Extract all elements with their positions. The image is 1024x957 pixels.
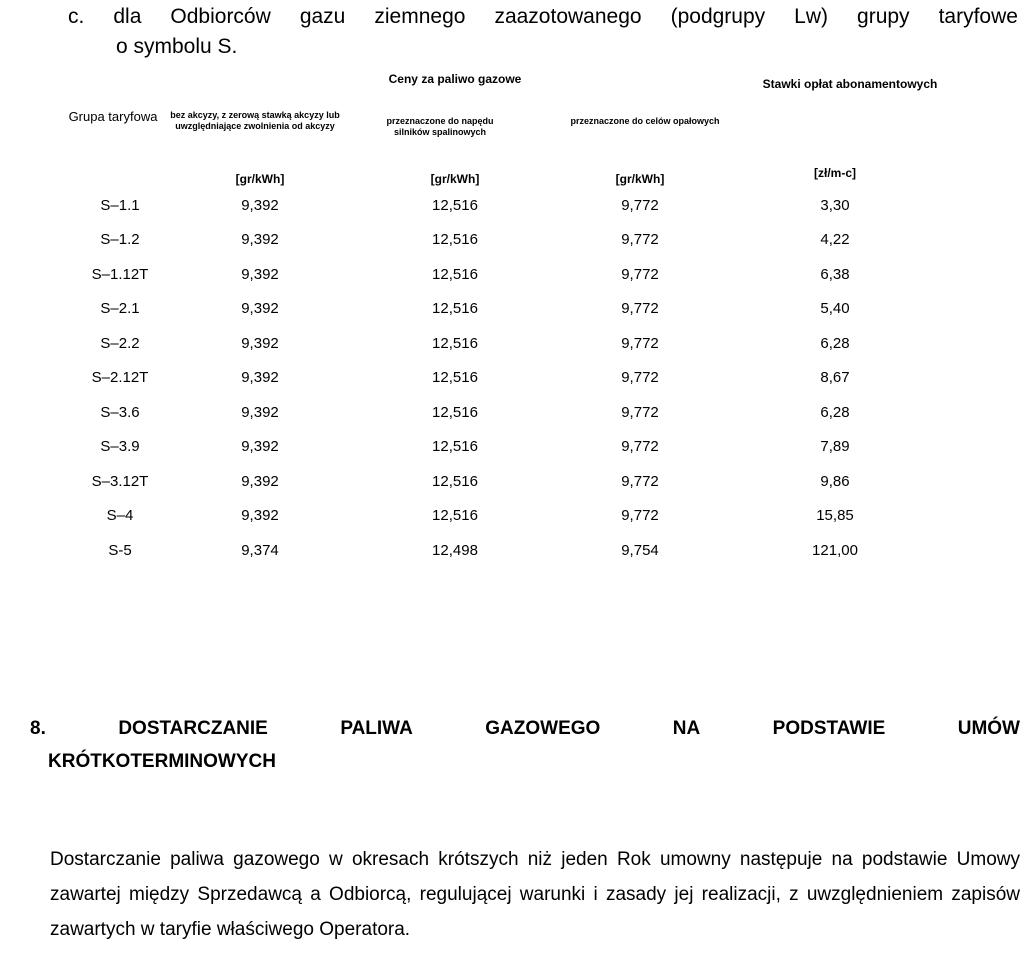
cell-engines: 12,516 [432, 404, 478, 421]
cell-fee: 6,28 [820, 335, 850, 352]
cell-group: S–3.9 [100, 438, 140, 455]
body-paragraph: Dostarczanie paliwa gazowego w okresach krótszych niż jeden Rok umowny następuje na podstawie Umowy zawartej między Sprzedawcą a Odbiorcą, regulującej warunki i zasady jej realizacji, z uwzględnieniem zapisów zawartych w taryfie właściwego Operatora. [50, 849, 1020, 940]
cell-fee: 121,00 [812, 542, 858, 559]
cell-no-excise: 9,392 [241, 473, 279, 490]
cell-group: S-5 [108, 542, 132, 559]
cell-fee: 7,89 [820, 438, 850, 455]
unit-no-excise: [gr/kWh] [235, 172, 285, 186]
table-row [0, 335, 1024, 369]
cell-engines: 12,516 [432, 507, 478, 524]
cell-no-excise: 9,392 [241, 507, 279, 524]
intro-line-2: o symbolu S. [116, 35, 238, 58]
cell-heating: 9,772 [621, 369, 659, 386]
cell-engines: 12,516 [432, 335, 478, 352]
cell-engines: 12,516 [432, 300, 478, 317]
cell-fee: 15,85 [816, 507, 854, 524]
cell-no-excise: 9,392 [241, 231, 279, 248]
table-row [0, 300, 1024, 334]
intro-line-1 [68, 2, 1018, 32]
cell-group: S–1.12T [91, 266, 149, 283]
cell-fee: 6,38 [820, 266, 850, 283]
table-row [0, 266, 1024, 300]
section-heading [30, 712, 1020, 778]
table-row [0, 473, 1024, 507]
cell-fee: 3,30 [820, 197, 850, 214]
cell-group: S–3.6 [100, 404, 140, 421]
cell-no-excise: 9,374 [241, 542, 279, 559]
header-fees: Stawki opłat abonamentowych [762, 77, 938, 91]
section-word: GAZOWEGO [485, 718, 601, 739]
cell-group: S–3.12T [91, 473, 149, 490]
section-word: NA [672, 718, 701, 739]
intro-word: ziemnego [374, 5, 466, 28]
cell-heating: 9,754 [621, 542, 659, 559]
intro-word: taryfowe [938, 5, 1018, 28]
intro-word: (podgrupy [670, 5, 766, 28]
cell-heating: 9,772 [621, 266, 659, 283]
cell-engines: 12,516 [432, 473, 478, 490]
intro-word: c. [68, 5, 85, 28]
intro-word: dla [113, 5, 142, 28]
intro-word: zaazotowanego [494, 5, 642, 28]
cell-no-excise: 9,392 [241, 369, 279, 386]
cell-fee: 6,28 [820, 404, 850, 421]
cell-engines: 12,516 [432, 197, 478, 214]
cell-no-excise: 9,392 [241, 335, 279, 352]
intro-word: grupy [857, 5, 910, 28]
cell-no-excise: 9,392 [241, 266, 279, 283]
cell-heating: 9,772 [621, 404, 659, 421]
intro-heading [68, 2, 1018, 62]
cell-engines: 12,516 [432, 369, 478, 386]
subheader-engines: przeznaczone do napędu silników spalinowych [386, 116, 494, 137]
header-group-label: Grupa taryfowa [68, 109, 158, 124]
cell-heating: 9,772 [621, 335, 659, 352]
intro-word: Lw) [794, 5, 829, 28]
cell-fee: 5,40 [820, 300, 850, 317]
section-word: UMÓW [957, 718, 1020, 739]
cell-group: S–4 [106, 507, 134, 524]
unit-heating: [gr/kWh] [615, 172, 665, 186]
cell-fee: 9,86 [820, 473, 850, 490]
table-row [0, 542, 1024, 576]
cell-group: S–2.12T [91, 369, 149, 386]
cell-heating: 9,772 [621, 300, 659, 317]
header-prices: Ceny za paliwo gazowe [388, 72, 522, 86]
cell-no-excise: 9,392 [241, 197, 279, 214]
cell-heating: 9,772 [621, 197, 659, 214]
section-word: DOSTARCZANIE [118, 718, 268, 739]
cell-heating: 9,772 [621, 438, 659, 455]
table-row [0, 231, 1024, 265]
table-row [0, 197, 1024, 231]
cell-heating: 9,772 [621, 507, 659, 524]
cell-no-excise: 9,392 [241, 438, 279, 455]
section-heading-line-1 [30, 712, 1020, 745]
unit-engines: [gr/kWh] [430, 172, 480, 186]
cell-engines: 12,516 [432, 231, 478, 248]
cell-group: S–1.2 [100, 231, 140, 248]
cell-engines: 12,498 [432, 542, 478, 559]
cell-no-excise: 9,392 [241, 300, 279, 317]
subheader-no-excise: bez akcyzy, z zerową stawką akcyzy lub uwzględniające zwolnienia od akcyzy [170, 110, 340, 131]
cell-heating: 9,772 [621, 473, 659, 490]
intro-word: Odbiorców [170, 5, 271, 28]
section-heading-line-2: KRÓTKOTERMINOWYCH [48, 751, 276, 772]
section-word: PALIWA [340, 718, 413, 739]
section-word: 8. [30, 718, 46, 739]
cell-heating: 9,772 [621, 231, 659, 248]
subheader-heating: przeznaczone do celów opałowych [570, 116, 720, 126]
table-row [0, 369, 1024, 403]
cell-fee: 8,67 [820, 369, 850, 386]
table-row [0, 438, 1024, 472]
cell-group: S–2.1 [100, 300, 140, 317]
cell-engines: 12,516 [432, 438, 478, 455]
cell-group: S–1.1 [100, 197, 140, 214]
cell-no-excise: 9,392 [241, 404, 279, 421]
cell-engines: 12,516 [432, 266, 478, 283]
cell-fee: 4,22 [820, 231, 850, 248]
table-row [0, 404, 1024, 438]
cell-group: S–2.2 [100, 335, 140, 352]
table-row [0, 507, 1024, 541]
intro-word: gazu [299, 5, 346, 28]
section-word: PODSTAWIE [772, 718, 886, 739]
unit-fees: [zł/m-c] [814, 166, 856, 180]
